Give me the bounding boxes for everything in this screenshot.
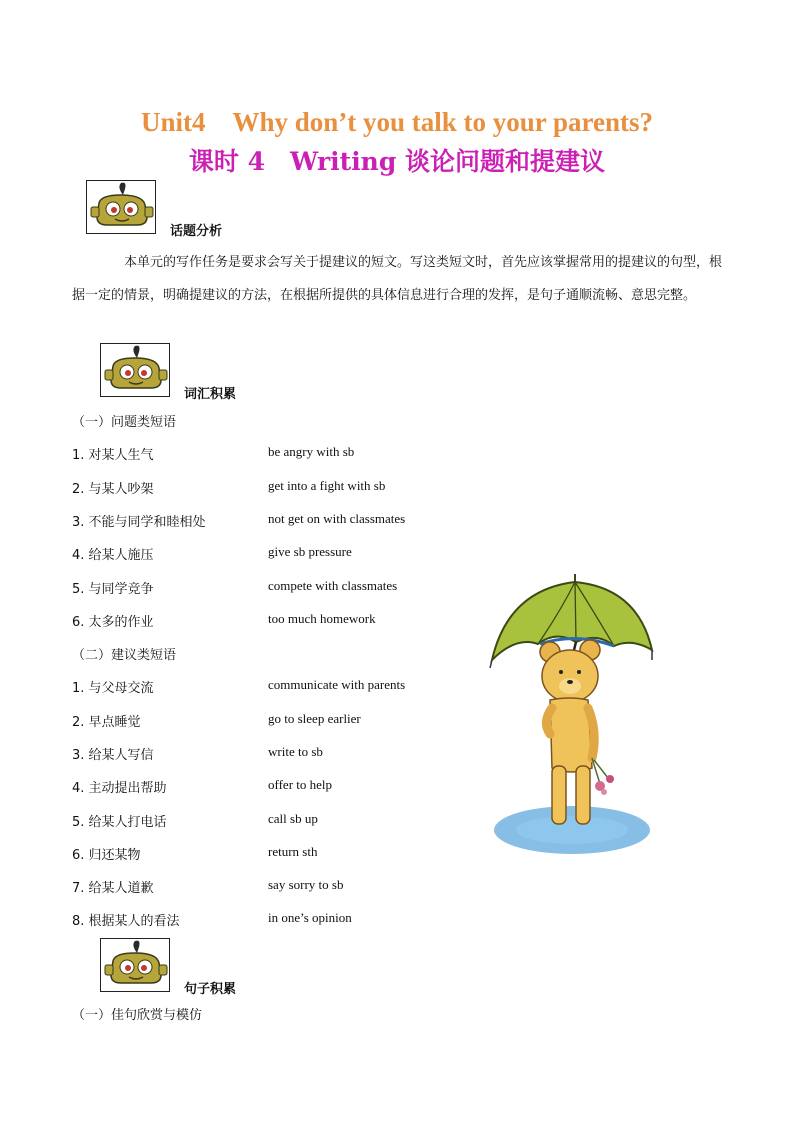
- vocab-zh: 3. 给某人写信: [72, 748, 154, 763]
- vocab-zh: 4. 主动提出帮助: [72, 781, 167, 796]
- vocab-en: call sb up: [268, 811, 318, 826]
- vocab-zh: 3. 不能与同学和睦相处: [72, 515, 206, 530]
- section-heading-vocab: 词汇积累: [184, 387, 237, 402]
- vocab-en: return sth: [268, 844, 318, 859]
- vocab-zh: 1. 与父母交流: [72, 681, 154, 696]
- vocab-en: be angry with sb: [268, 444, 355, 459]
- vocab-en: compete with classmates: [268, 578, 398, 593]
- vocab-en: go to sleep earlier: [268, 711, 361, 726]
- page-title: Unit4 Why don’t you talk to your parents?: [140, 107, 654, 137]
- vocab-group2-title: （二）建议类短语: [72, 648, 177, 663]
- vocab-en: write to sb: [268, 744, 323, 759]
- vocab-en: give sb pressure: [268, 544, 352, 559]
- vocab-zh: 2. 早点睡觉: [72, 715, 141, 730]
- section-heading-topic: 话题分析: [170, 224, 223, 239]
- section-heading-sentences: 句子积累: [184, 982, 237, 997]
- sentences-group1-title: （一）佳句欣赏与模仿: [72, 1008, 203, 1023]
- vocab-zh: 1. 对某人生气: [72, 448, 154, 463]
- topic-paragraph: 本单元的写作任务是要求会写关于提建议的短文。写这类短文时，首先应该掌握常用的提建议的句型，根据一定的情景，明确提建议的方法，在根据所提供的具体信息进行合理的发挥，是句子通顺流畅、意思完整。: [72, 255, 723, 303]
- vocab-en: get into a fight with sb: [268, 478, 386, 493]
- vocab-group1-title: （一）问题类短语: [72, 415, 177, 430]
- vocab-zh: 2. 与某人吵架: [72, 482, 154, 497]
- vocab-en: in one’s opinion: [268, 910, 352, 925]
- cartoon-face-icon: [100, 938, 170, 992]
- vocab-en: communicate with parents: [268, 677, 406, 692]
- vocab-zh: 8. 根据某人的看法: [72, 914, 180, 929]
- teddy-bear-umbrella-illustration: [480, 572, 660, 862]
- vocab-zh: 5. 给某人打电话: [72, 815, 167, 830]
- vocab-zh: 6. 归还某物: [72, 848, 141, 863]
- vocab-zh: 7. 给某人道歉: [72, 881, 154, 896]
- cartoon-face-icon: [86, 180, 156, 234]
- vocab-zh: 5. 与同学竞争: [72, 582, 154, 597]
- vocab-zh: 4. 给某人施压: [72, 548, 154, 563]
- page-subtitle: 课时 4 Writing 谈论问题和提建议: [188, 147, 606, 176]
- vocab-en: offer to help: [268, 777, 333, 792]
- cartoon-face-icon: [100, 343, 170, 397]
- vocab-en: too much homework: [268, 611, 376, 626]
- vocab-zh: 6. 太多的作业: [72, 615, 154, 630]
- vocab-en: not get on with classmates: [268, 511, 406, 526]
- vocab-en: say sorry to sb: [268, 877, 344, 892]
